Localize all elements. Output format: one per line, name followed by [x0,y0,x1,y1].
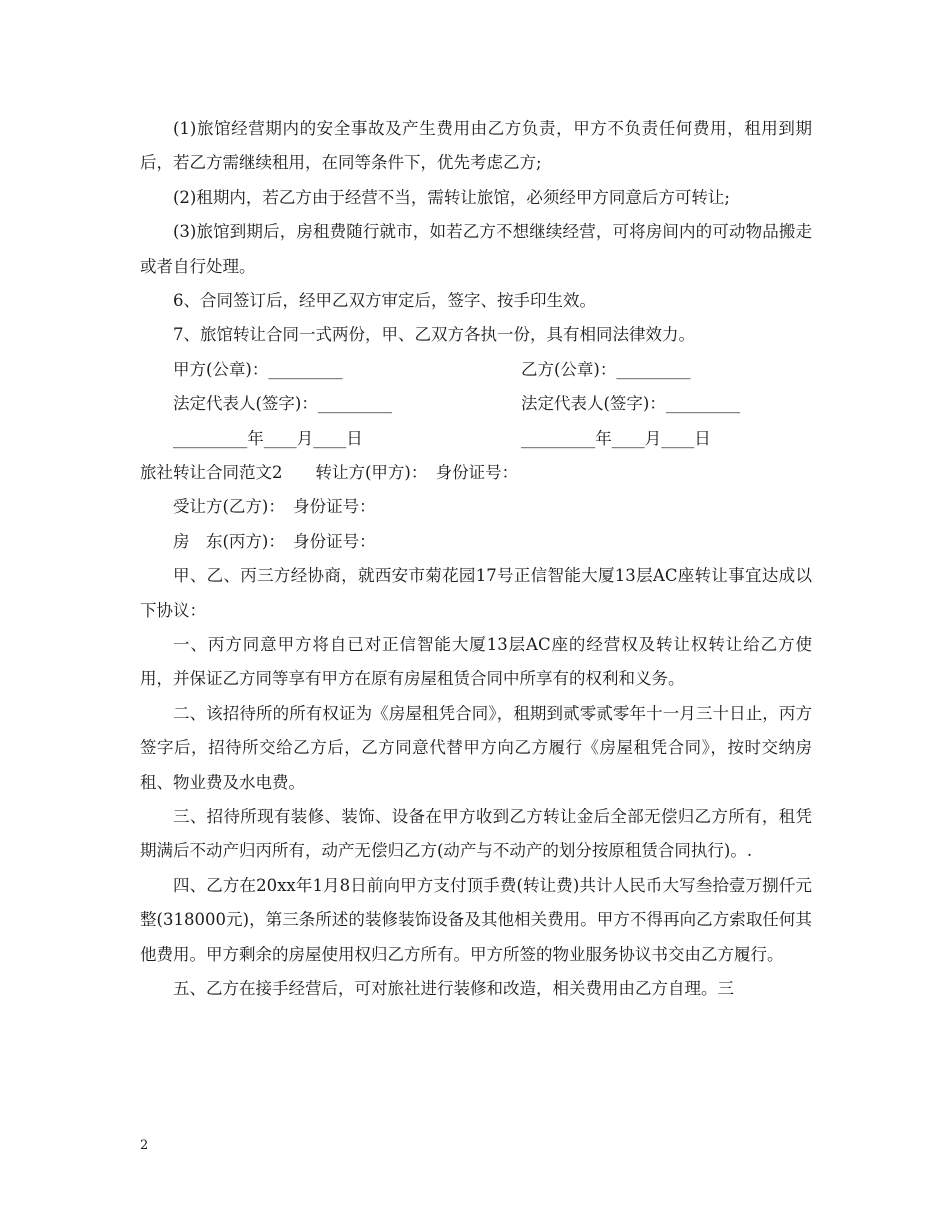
party-a-seal-field: 甲方(公章)：_________ [173,359,343,379]
representative-row [140,387,812,421]
page-number: 2 [140,1138,149,1153]
party-a-date-field: _________年____月____日 [173,428,363,448]
party-b-representative-field: 法定代表人(签字)：_________ [521,394,741,414]
seal-row [140,353,812,387]
clause-3-expiry: (3)旅馆到期后，房租费随行就市，如若乙方不想继续经营，可将房间内的可动物品搬走或者自行处理。 [140,222,812,276]
party-b-seal-field: 乙方(公章)：_________ [521,359,691,379]
article-5: 五、乙方在接手经营后，可对旅社进行装修和改造，相关费用由乙方自理。三 [173,979,734,999]
clause-1-safety: (1)旅馆经营期内的安全事故及产生费用由乙方负责，甲方不负责任何费用，租用到期后，若乙方需继续租用，在同等条件下，优先考虑乙方; [140,119,812,173]
landlord-line: 房 东(丙方)： 身份证号： [173,531,376,551]
clause-7-copies: 7、旅馆转让合同一式两份，甲、乙双方各执一份，具有相同法律效力。 [173,325,695,345]
party-b-date-field: _________年____月____日 [521,428,711,448]
agreement-preamble: 甲、乙、丙三方经协商，就西安市菊花园17号正信智能大厦13层AC座转让事宜达成以下协议： [140,566,812,620]
document-body [140,112,812,1007]
party-a-representative-field: 法定代表人(签字)：_________ [173,394,393,414]
article-4: 四、乙方在20xx年1月8日前向甲方支付顶手费(转让费)共计人民币大写叁拾壹万捌仟元整(318000元)，第三条所述的装修装饰设备及其他相关费用。甲方不得再向乙方索取任何其他费用。甲方剩余的房屋使用权归乙方所有。甲方所签的物业服务协议书交由乙方履行。 [140,875,812,964]
clause-2-sublease: (2)租期内，若乙方由于经营不当，需转让旅馆，必须经甲方同意后方可转让; [173,187,730,207]
article-3: 三、招待所现有装修、装饰、设备在甲方收到乙方转让金后全部无偿归乙方所有，租凭期满后不动产归丙所有，动产无偿归乙方(动产与不动产的划分按原租赁合同执行)。. [140,807,812,861]
clause-6-effective: 6、合同签订后，经甲乙双方审定后，签字、按手印生效。 [173,291,596,311]
date-row [140,422,812,456]
article-2: 二、该招待所的所有权证为《房屋租凭合同》，租期到贰零贰零年十一月三十日止，丙方签字后，招待所交给乙方后，乙方同意代替甲方向乙方履行《房屋租凭合同》，按时交纳房租、物业费及水电费。 [140,703,812,792]
transferee-line: 受让方(乙方)： 身份证号： [173,497,376,517]
article-1: 一、丙方同意甲方将自已对正信智能大厦13层AC座的经营权及转让权转让给乙方使用，并保证乙方同等享有甲方在原有房屋租赁合同中所享有的权利和义务。 [140,635,812,689]
second-contract-heading: 旅社转让合同范文2 转让方(甲方)： 身份证号： [140,463,519,483]
